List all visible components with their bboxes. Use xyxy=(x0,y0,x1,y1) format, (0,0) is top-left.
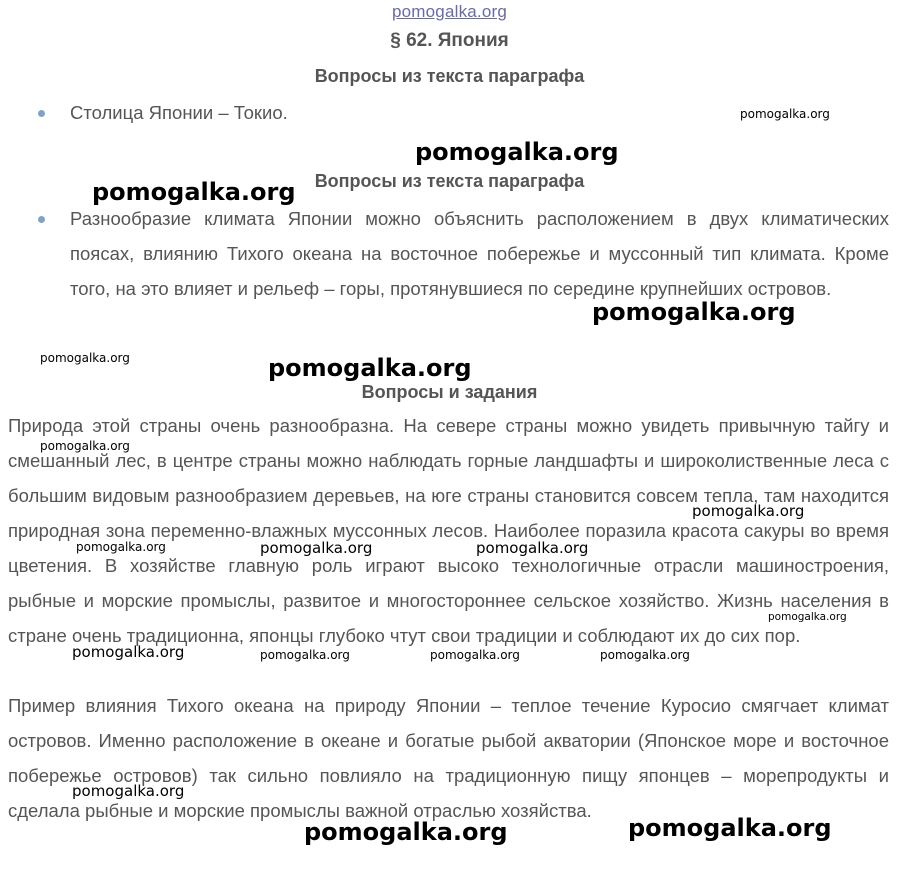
bullet-icon xyxy=(38,110,45,117)
watermark: pomogalka.org xyxy=(415,138,619,166)
bullet-text-1: Столица Японии – Токио. xyxy=(70,102,288,123)
paragraph-1: Природа этой страны очень разнообразна. На севере страны можно увидеть привычную тайгу и смешанный лес, в центре страны можно наблюдать горные ландшафты и широколиственные леса с большим видовым разнообразием деревьев, на юге страны становится совсем тепла, там находится природная зона переменно-влажных муссонных лесов. Наиболее поразила красота сакуры во время цветения. В хозяйстве главную роль играют высоко технологичные отрасли машиностроения, рыбные и морские промыслы, развитое и многостороннее сельское хозяйство. Жизнь населения в стране очень традиционна, японцы глубоко чтут свои традиции и соблюдают их до сих пор. xyxy=(8,415,889,646)
watermark: pomogalka.org xyxy=(600,648,690,662)
watermark: pomogalka.org xyxy=(76,540,166,554)
watermark: pomogalka.org xyxy=(304,818,508,846)
watermark: pomogalka.org xyxy=(628,814,832,842)
watermark: pomogalka.org xyxy=(430,648,520,662)
watermark: pomogalka.org xyxy=(268,354,472,382)
watermark: pomogalka.org xyxy=(740,107,830,121)
watermark: pomogalka.org xyxy=(72,643,185,661)
paragraph-2: Пример влияния Тихого океана на природу Японии – теплое течение Куросио смягчает климат островов. Именно расположение в океане и богатые рыбой акватории (Японское море и восточное побережье островов) так сильно повлияло на традиционную пищу японцев – морепродукты и сделала рыбные и морские промыслы важной отраслью хозяйства. xyxy=(8,695,889,821)
site-link[interactable]: pomogalka.org xyxy=(391,2,508,21)
watermark: pomogalka.org xyxy=(476,539,589,557)
watermark: pomogalka.org xyxy=(40,439,130,453)
list-item-2 xyxy=(38,201,889,306)
watermark: pomogalka.org xyxy=(92,178,296,206)
watermark: pomogalka.org xyxy=(260,539,373,557)
section-heading-1: Вопросы из текста параграфа xyxy=(314,66,585,86)
watermark: pomogalka.org xyxy=(592,298,796,326)
section-heading-3: Вопросы и задания xyxy=(361,382,538,402)
watermark: pomogalka.org xyxy=(260,648,350,662)
bullet-icon xyxy=(38,216,45,223)
watermark: pomogalka.org xyxy=(72,782,185,800)
section-heading-2: Вопросы из текста параграфа xyxy=(314,171,585,191)
watermark: pomogalka.org xyxy=(692,502,805,520)
page-title: § 62. Япония xyxy=(390,30,509,51)
watermark: pomogalka.org xyxy=(768,611,847,623)
watermark: pomogalka.org xyxy=(40,351,130,365)
bullet-text-2: Разнообразие климата Японии можно объяснить расположением в двух климатических поясах, влиянию Тихого океана на восточное побережье и муссонный тип климата. Кроме того, на это влияет и рельеф – горы, протянувшиеся по середине крупнейших островов. xyxy=(70,208,889,299)
